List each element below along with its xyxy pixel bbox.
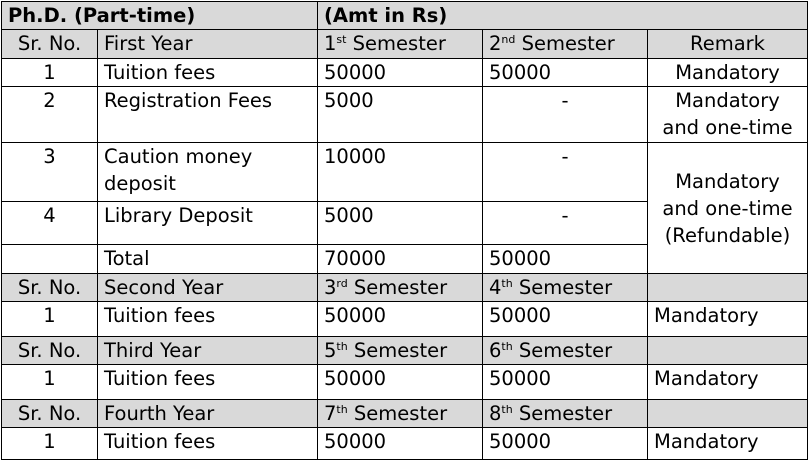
table-row bbox=[2, 59, 808, 87]
sr-no-cell: 1 bbox=[2, 302, 98, 337]
fee-table bbox=[1, 1, 808, 460]
fourth-year-header-row bbox=[2, 400, 808, 428]
semester-2-amount: - bbox=[483, 87, 648, 143]
currency-note: (Amt in Rs) bbox=[318, 2, 808, 30]
semester-5-amount: 50000 bbox=[318, 365, 483, 400]
table-row bbox=[2, 87, 808, 143]
semester-1-amount: 5000 bbox=[318, 202, 483, 245]
semester-2-header: 2nd Semester bbox=[483, 30, 648, 59]
semester-1-amount: 50000 bbox=[318, 59, 483, 87]
sr-no-header: Sr. No. bbox=[2, 30, 98, 59]
sr-no-cell: 1 bbox=[2, 365, 98, 400]
semester-4-amount: 50000 bbox=[483, 302, 648, 337]
fee-item-cell: Library Deposit bbox=[98, 202, 318, 245]
year-header: Third Year bbox=[98, 337, 318, 365]
refundable-remark-cell: Mandatory and one-time (Refundable) bbox=[648, 143, 808, 274]
fee-item-cell: Caution money deposit bbox=[98, 143, 318, 202]
semester-2-amount: 50000 bbox=[483, 59, 648, 87]
sr-no-cell: 1 bbox=[2, 59, 98, 87]
table-header-row bbox=[2, 2, 808, 30]
year-header: First Year bbox=[98, 30, 318, 59]
semester-7-header: 7th Semester bbox=[318, 400, 483, 428]
year-header: Fourth Year bbox=[98, 400, 318, 428]
first-year-header-row bbox=[2, 30, 808, 59]
remark-header bbox=[648, 274, 808, 302]
semester-1-header: 1st Semester bbox=[318, 30, 483, 59]
sr-no-cell: 3 bbox=[2, 143, 98, 202]
second-year-header-row bbox=[2, 274, 808, 302]
fee-item-cell: Tuition fees bbox=[98, 59, 318, 87]
remark-header bbox=[648, 400, 808, 428]
remark-cell: Mandatory bbox=[648, 302, 808, 337]
program-title: Ph.D. (Part-time) bbox=[2, 2, 318, 30]
table-row bbox=[2, 143, 808, 202]
fee-item-cell: Registration Fees bbox=[98, 87, 318, 143]
semester-3-header: 3rd Semester bbox=[318, 274, 483, 302]
sr-no-cell bbox=[2, 245, 98, 274]
semester-7-amount: 50000 bbox=[318, 428, 483, 460]
table-row bbox=[2, 302, 808, 337]
semester-4-header: 4th Semester bbox=[483, 274, 648, 302]
semester-8-header: 8th Semester bbox=[483, 400, 648, 428]
semester-6-header: 6th Semester bbox=[483, 337, 648, 365]
total-label: Total bbox=[98, 245, 318, 274]
fee-item-cell: Tuition fees bbox=[98, 365, 318, 400]
remark-cell: Mandatory bbox=[648, 428, 808, 460]
remark-cell: Mandatory and one-time bbox=[648, 87, 808, 143]
sr-no-header: Sr. No. bbox=[2, 400, 98, 428]
sr-no-cell: 4 bbox=[2, 202, 98, 245]
semester-2-amount: - bbox=[483, 202, 648, 245]
remark-cell: Mandatory bbox=[648, 365, 808, 400]
remark-cell: Mandatory bbox=[648, 59, 808, 87]
table-row bbox=[2, 428, 808, 460]
table-row bbox=[2, 365, 808, 400]
semester-8-amount: 50000 bbox=[483, 428, 648, 460]
sr-no-cell: 1 bbox=[2, 428, 98, 460]
semester-5-header: 5th Semester bbox=[318, 337, 483, 365]
remark-header bbox=[648, 337, 808, 365]
sr-no-header: Sr. No. bbox=[2, 337, 98, 365]
fee-item-cell: Tuition fees bbox=[98, 428, 318, 460]
semester-1-amount: 10000 bbox=[318, 143, 483, 202]
third-year-header-row bbox=[2, 337, 808, 365]
remark-header: Remark bbox=[648, 30, 808, 59]
semester-2-total: 50000 bbox=[483, 245, 648, 274]
sr-no-header: Sr. No. bbox=[2, 274, 98, 302]
sr-no-cell: 2 bbox=[2, 87, 98, 143]
year-header: Second Year bbox=[98, 274, 318, 302]
semester-3-amount: 50000 bbox=[318, 302, 483, 337]
semester-1-amount: 5000 bbox=[318, 87, 483, 143]
semester-1-total: 70000 bbox=[318, 245, 483, 274]
fee-item-cell: Tuition fees bbox=[98, 302, 318, 337]
semester-2-amount: - bbox=[483, 143, 648, 202]
semester-6-amount: 50000 bbox=[483, 365, 648, 400]
